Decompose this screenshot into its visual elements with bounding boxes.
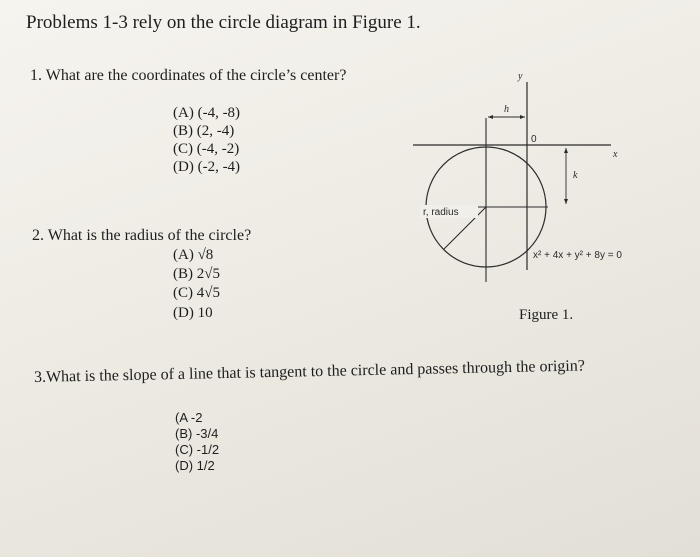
origin-label: 0	[531, 134, 537, 145]
question-1-option-c: (C) (-4, -2)	[173, 141, 240, 157]
question-2-text: 2. What is the radius of the circle?	[32, 227, 252, 244]
page-title: Problems 1-3 rely on the circle diagram in Figure 1.	[26, 12, 421, 33]
h-arrowhead-left-icon	[488, 115, 493, 119]
circle-equation-label: x² + 4x + y² + 8y = 0	[533, 250, 622, 261]
question-2-option-a: (A) √8	[173, 247, 214, 263]
question-3-option-d: (D) 1/2	[175, 458, 215, 473]
x-axis-label: x	[613, 149, 618, 160]
k-label: k	[573, 170, 578, 181]
question-1-option-b: (B) (2, -4)	[173, 123, 235, 139]
question-2-option-c: (C) 4√5	[173, 285, 220, 301]
h-arrowhead-right-icon	[520, 115, 525, 119]
h-label: h	[504, 104, 509, 115]
question-2-option-d: (D) 10	[173, 305, 213, 321]
question-1-option-d: (D) (-2, -4)	[173, 159, 241, 175]
question-2-option-b: (B) 2√5	[173, 266, 220, 282]
question-3-text: 3.What is the slope of a line that is tangent to the circle and passes through the origin?	[33, 357, 586, 386]
k-arrowhead-top-icon	[564, 148, 568, 153]
figure-caption: Figure 1.	[519, 307, 574, 323]
question-3-option-a: (A -2	[175, 410, 203, 425]
question-3-option-b: (B) -3/4	[175, 426, 219, 441]
radius-label: r, radius	[423, 207, 459, 218]
y-axis-label: y	[518, 71, 523, 82]
question-1-text: 1. What are the coordinates of the circle’s center?	[30, 67, 347, 84]
question-1-option-a: (A) (-4, -8)	[173, 105, 241, 121]
k-arrowhead-bottom-icon	[564, 199, 568, 204]
question-3-option-c: (C) -1/2	[175, 442, 220, 457]
